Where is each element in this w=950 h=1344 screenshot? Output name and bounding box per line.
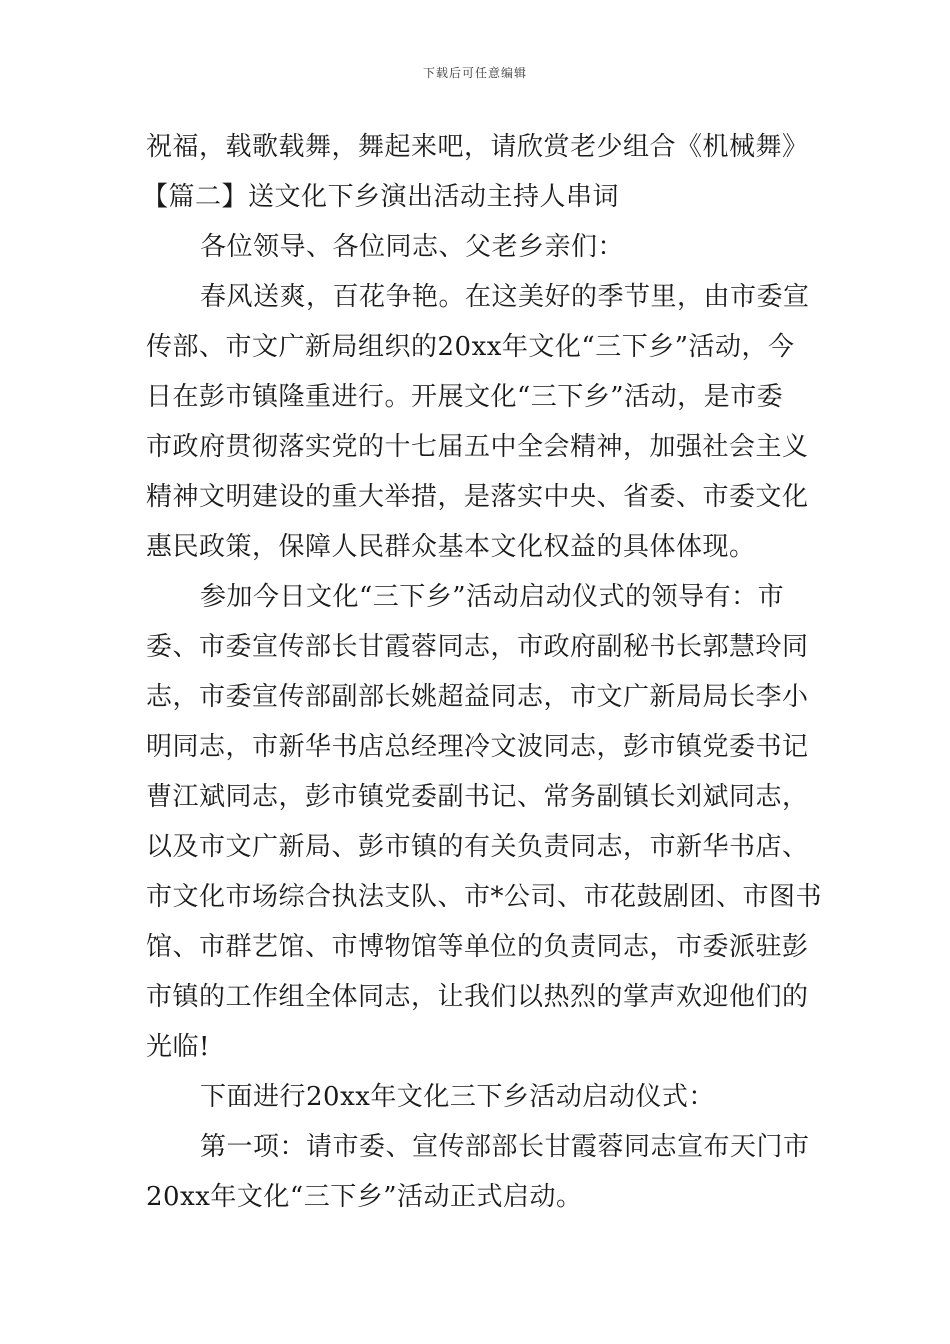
text-line: 20xx年文化“三下乡”活动正式启动。 bbox=[146, 1182, 583, 1212]
text-line: 参加今日文化“三下乡”活动启动仪式的领导有：市 bbox=[200, 582, 785, 612]
text-line: 曹江斌同志，彭市镇党委副书记、常务副镇长刘斌同志， bbox=[146, 782, 809, 812]
text-line: 委、市委宣传部长甘霞蓉同志，市政府副秘书长郭慧玲同 bbox=[146, 632, 809, 662]
text-line: 馆、市群艺馆、市博物馆等单位的负责同志，市委派驻彭 bbox=[146, 932, 809, 962]
text-line: 精神文明建设的重大举措，是落实中央、省委、市委文化 bbox=[146, 482, 809, 512]
section-heading: 【篇二】送文化下乡演出活动主持人串词 bbox=[142, 182, 620, 212]
text-line: 市政府贯彻落实党的十七届五中全会精神，加强社会主义 bbox=[146, 432, 809, 462]
text-line: 以及市文广新局、彭市镇的有关负责同志，市新华书店、 bbox=[146, 832, 809, 862]
document-body bbox=[142, 122, 823, 1222]
text-line: 传部、市文广新局组织的20xx年文化“三下乡”活动，今 bbox=[146, 332, 795, 362]
text-line: 祝福，载歌载舞，舞起来吧，请欣赏老少组合《机械舞》 bbox=[146, 132, 809, 162]
text-line: 第一项：请市委、宣传部部长甘霞蓉同志宣布天门市 bbox=[200, 1132, 810, 1162]
text-line: 日在彭市镇隆重进行。开展文化“三下乡”活动，是市委 bbox=[146, 382, 784, 412]
text-line: 惠民政策，保障人民群众基本文化权益的具体体现。 bbox=[146, 532, 756, 562]
text-line: 志，市委宣传部副部长姚超益同志，市文广新局局长李小 bbox=[146, 682, 809, 712]
text-line: 市镇的工作组全体同志，让我们以热烈的掌声欢迎他们的 bbox=[146, 982, 809, 1012]
text-line: 明同志，市新华书店总经理冷文波同志，彭市镇党委书记 bbox=[146, 732, 809, 762]
text-line: 市文化市场综合执法支队、市*公司、市花鼓剧团、市图书 bbox=[146, 882, 823, 912]
text-line: 各位领导、各位同志、父老乡亲们： bbox=[200, 232, 625, 262]
page-header: 下载后可任意编辑 bbox=[422, 66, 527, 80]
text-line: 下面进行20xx年文化三下乡活动启动仪式： bbox=[200, 1082, 715, 1112]
text-line: 光临! bbox=[146, 1032, 210, 1062]
text-line: 春风送爽，百花争艳。在这美好的季节里，由市委宣 bbox=[200, 282, 810, 312]
